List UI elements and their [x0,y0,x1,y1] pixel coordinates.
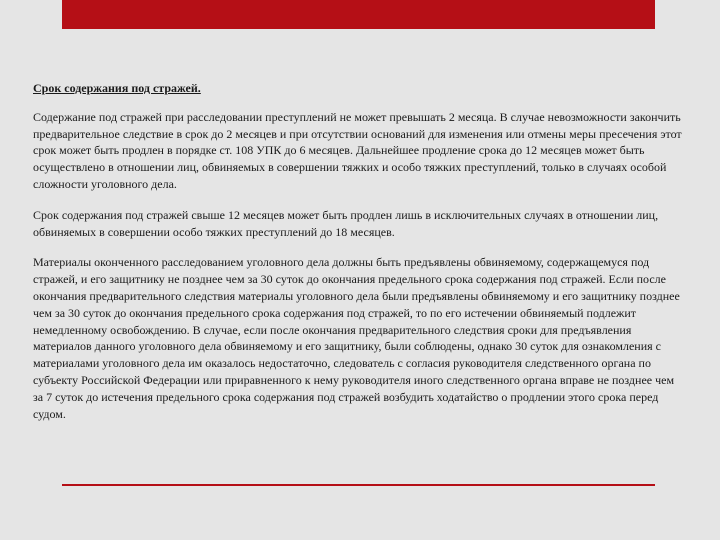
top-accent-bar [62,0,655,29]
paragraph-case-materials: Материалы оконченного расследованием уголовного дела должны быть предъявлены обвиняемому, содержащемуся под стражей, и его защитнику не позднее чем за 30 суток до окончания предельного срока содержания под стражей. Если после окончания предварительного следствия материалы уголовного дела были предъявлены обвиняемому и его защитнику позднее чем за 30 суток до окончания предельного срока содержания под стражей, то по его истечении обвиняемый подлежит немедленному освобождению. В случае, если после окончания предварительного следствия сроки для предъявления материалов данного уголовного дела обвиняемому и его защитнику, были соблюдены, однако 30 суток для ознакомления с материалами уголовного дела им оказалось недостаточно, следователь с согласия руководителя следственного органа по субъекту Российской Федерации или приравненного к нему руководителя иного следственного органа вправе не позднее чем за 7 суток до истечения предельного срока содержания под стражей возбудить ходатайство о продлении этого срока перед судом. [33,255,680,421]
paragraph-detention-term: Содержание под стражей при расследовании преступлений не может превышать 2 месяца. В случае невозможности закончить предварительное следствие в срок до 2 месяцев и при отсутствии оснований для изменения или отмены меры пресечения этот срок может быть продлен в порядке ст. 108 УПК до 6 месяцев. Дальнейшее продление срока до 12 месяцев может быть осуществлено в отношении лиц, обвиняемых в совершении тяжких и особо тяжких преступлений, только в случаях особой сложности уголовного дела. [33,109,682,191]
bottom-divider [62,484,655,486]
document-body [33,80,683,436]
paragraph-extension-18-months: Срок содержания под стражей свыше 12 месяцев может быть продлен лишь в исключительных случаях в отношении лиц, обвиняемых в совершении особо тяжких преступлений до 18 месяцев. [33,207,659,239]
section-heading: Срок содержания под стражей. [33,81,201,95]
